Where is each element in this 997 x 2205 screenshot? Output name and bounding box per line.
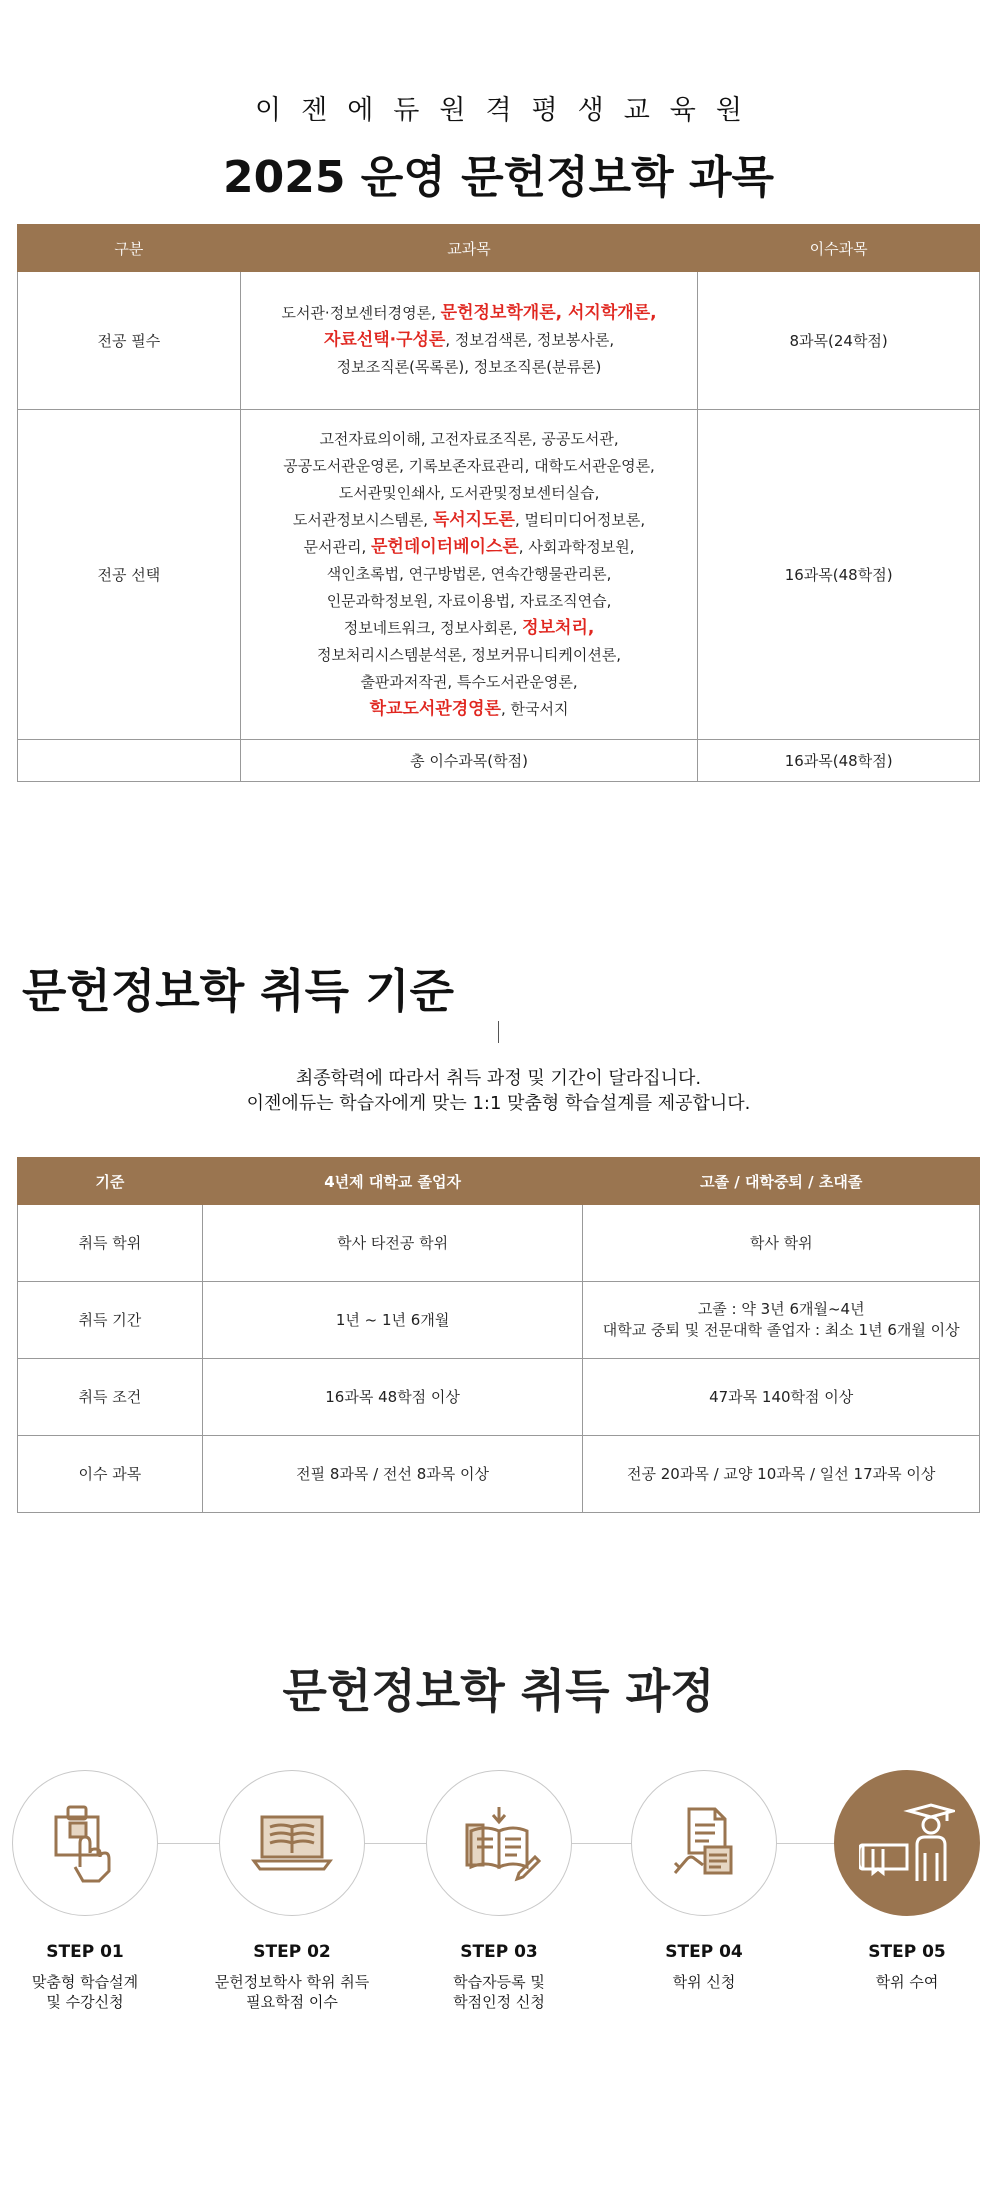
step-circle	[219, 1770, 365, 1916]
desc-line: 이젠에듀는 학습자에게 맞는 1:1 맞춤형 학습설계를 제공합니다.	[246, 1093, 751, 1114]
col-header-credits: 이수과목	[698, 225, 980, 272]
subject-line	[247, 669, 692, 696]
step-desc-line: 맞춤형 학습설계	[31, 1973, 139, 1991]
subject-text: 정보조직론(목록론), 정보조직론(분류론)	[336, 358, 602, 376]
laptop-book-icon	[250, 1811, 334, 1875]
subject-line	[247, 588, 692, 615]
subject-line	[247, 354, 692, 381]
step-circle	[426, 1770, 572, 1916]
subject-text: 도서관및인쇄사, 도서관및정보센터실습,	[338, 484, 600, 502]
step-description	[0, 1972, 180, 2012]
subject-text: 인문과학정보원, 자료이용법, 자료조직연습,	[326, 592, 612, 610]
step-desc-line: 학위 수여	[875, 1973, 939, 1991]
subject-text: 도서관·정보센터경영론,	[281, 304, 441, 322]
step-label: STEP 03	[460, 1942, 538, 1962]
empty-cell	[18, 740, 241, 782]
cell-line: 대학교 중퇴 및 전문대학 졸업자 : 최소 1년 6개월 이상	[602, 1321, 960, 1339]
subject-text: 고전자료의이해, 고전자료조직론, 공공도서관,	[319, 430, 619, 448]
subject-text: , 한국서지	[500, 700, 569, 718]
step-description	[609, 1972, 799, 1992]
highlighted-subject: 자료선택·구성론	[323, 330, 446, 350]
subject-text: , 멀티미디어정보론,	[514, 511, 646, 529]
cell-line: 전공 20과목 / 교양 10과목 / 일선 17과목 이상	[627, 1464, 936, 1483]
step-desc-line: 및 수강신청	[46, 1993, 124, 2011]
subject-text: 정보처리시스템분석론, 정보커뮤니티케이션론,	[316, 646, 622, 664]
step-3	[404, 1770, 594, 2012]
criteria-table	[17, 1157, 980, 1513]
step-circle	[12, 1770, 158, 1916]
university-value	[202, 1359, 583, 1436]
cell-line: 전필 8과목 / 전선 8과목 이상	[296, 1464, 490, 1483]
subjects-cell	[240, 272, 698, 410]
step-desc-line: 문헌정보학사 학위 취득	[214, 1973, 370, 1991]
subject-line	[247, 327, 692, 354]
criterion-label: 취득 학위	[18, 1205, 203, 1282]
criteria-title: 문헌정보학 취득 기준	[22, 964, 454, 1018]
step-label: STEP 01	[46, 1942, 124, 1962]
step-description	[404, 1972, 594, 2012]
subject-line	[247, 453, 692, 480]
subject-line	[247, 642, 692, 669]
col-header-university: 4년제 대학교 졸업자	[202, 1158, 583, 1205]
step-label: STEP 02	[253, 1942, 331, 1962]
table-row	[18, 410, 980, 740]
cell-line: 47과목 140학점 이상	[709, 1387, 854, 1406]
subject-line	[247, 696, 692, 723]
page-title: 2025 운영 문헌정보학 과목	[223, 152, 774, 203]
category-cell: 전공 필수	[18, 272, 241, 410]
graduate-icon	[859, 1803, 955, 1883]
table-row	[18, 1205, 980, 1282]
subject-line	[247, 426, 692, 453]
subject-line	[247, 561, 692, 588]
col-header-criterion: 기준	[18, 1158, 203, 1205]
subject-line	[247, 534, 692, 561]
intro-header	[0, 0, 997, 205]
step-desc-line: 학점인정 신청	[453, 1993, 545, 2011]
step-circle	[834, 1770, 980, 1916]
table-row	[18, 272, 980, 410]
step-desc-line: 학습자등록 및	[453, 1973, 545, 1991]
highlighted-subject: 정보처리,	[522, 618, 595, 638]
step-label: STEP 05	[868, 1942, 946, 1962]
subject-text: 도서관정보시스템론,	[292, 511, 433, 529]
step-description	[197, 1972, 387, 2012]
table-row	[18, 1359, 980, 1436]
table-row	[18, 1436, 980, 1513]
col-header-subjects: 교과목	[240, 225, 698, 272]
step-description	[812, 1972, 997, 1992]
process-title: 문헌정보학 취득 과정	[282, 1664, 715, 1718]
credits-cell: 8과목(24학점)	[698, 272, 980, 410]
table-row	[18, 1282, 980, 1359]
university-value	[202, 1436, 583, 1513]
step-desc-line: 필요학점 이수	[246, 1993, 338, 2011]
step-2	[197, 1770, 387, 2012]
highschool-value	[583, 1205, 980, 1282]
step-desc-line: 학위 신청	[672, 1973, 736, 1991]
highschool-value	[583, 1359, 980, 1436]
subject-line	[247, 300, 692, 327]
highschool-value	[583, 1436, 980, 1513]
document-hand-icon	[669, 1803, 739, 1883]
criterion-label: 이수 과목	[18, 1436, 203, 1513]
desc-line: 최종학력에 따라서 취득 과정 및 기간이 달라집니다.	[295, 1068, 702, 1089]
subject-text: , 사회과학정보원,	[518, 538, 635, 556]
subject-text: 색인초록법, 연구방법론, 연속간행물관리론,	[326, 565, 612, 583]
total-credits: 16과목(48학점)	[698, 740, 980, 782]
col-header-highschool: 고졸 / 대학중퇴 / 초대졸	[583, 1158, 980, 1205]
highlighted-subject: 학교도서관경영론	[369, 699, 501, 719]
step-label: STEP 04	[665, 1942, 743, 1962]
highlighted-subject: 독서지도론	[432, 510, 515, 530]
cell-line: 학사 학위	[749, 1233, 813, 1252]
criterion-label: 취득 기간	[18, 1282, 203, 1359]
clipboard-hand-icon	[50, 1803, 120, 1883]
cell-line: 고졸 : 약 3년 6개월~4년	[697, 1300, 865, 1318]
course-table	[17, 224, 980, 782]
subject-text: 정보네트워크, 정보사회론,	[343, 619, 523, 637]
subject-text: 문서관리,	[303, 538, 371, 556]
total-row	[18, 740, 980, 782]
step-5	[812, 1770, 997, 1992]
col-header-category: 구분	[18, 225, 241, 272]
step-1	[0, 1770, 180, 2012]
subject-line	[247, 480, 692, 507]
step-4	[609, 1770, 799, 1992]
highlighted-subject: 문헌정보학개론, 서지학개론,	[440, 303, 657, 323]
cell-line: 1년 ~ 1년 6개월	[335, 1310, 450, 1329]
total-label: 총 이수과목(학점)	[240, 740, 698, 782]
university-value	[202, 1282, 583, 1359]
step-circle	[631, 1770, 777, 1916]
highschool-value	[583, 1282, 980, 1359]
category-cell: 전공 선택	[18, 410, 241, 740]
criterion-label: 취득 조건	[18, 1359, 203, 1436]
cell-line: 16과목 48학점 이상	[325, 1387, 460, 1406]
subject-text: 공공도서관운영론, 기록보존자료관리, 대학도서관운영론,	[283, 457, 655, 475]
university-value	[202, 1205, 583, 1282]
highlighted-subject: 문헌데이터베이스론	[370, 537, 519, 557]
cell-line: 학사 타전공 학위	[337, 1233, 449, 1252]
subject-text: 출판과저작권, 특수도서관운영론,	[360, 673, 578, 691]
criteria-description	[0, 1066, 997, 1116]
subject-text: , 정보검색론, 정보봉사론,	[445, 331, 615, 349]
org-name: 이젠에듀원격평생교육원	[255, 95, 762, 126]
subject-line	[247, 615, 692, 642]
credits-cell: 16과목(48학점)	[698, 410, 980, 740]
open-book-pencil-icon	[457, 1803, 541, 1883]
subjects-cell	[240, 410, 698, 740]
divider	[498, 1021, 499, 1043]
subject-line	[247, 507, 692, 534]
